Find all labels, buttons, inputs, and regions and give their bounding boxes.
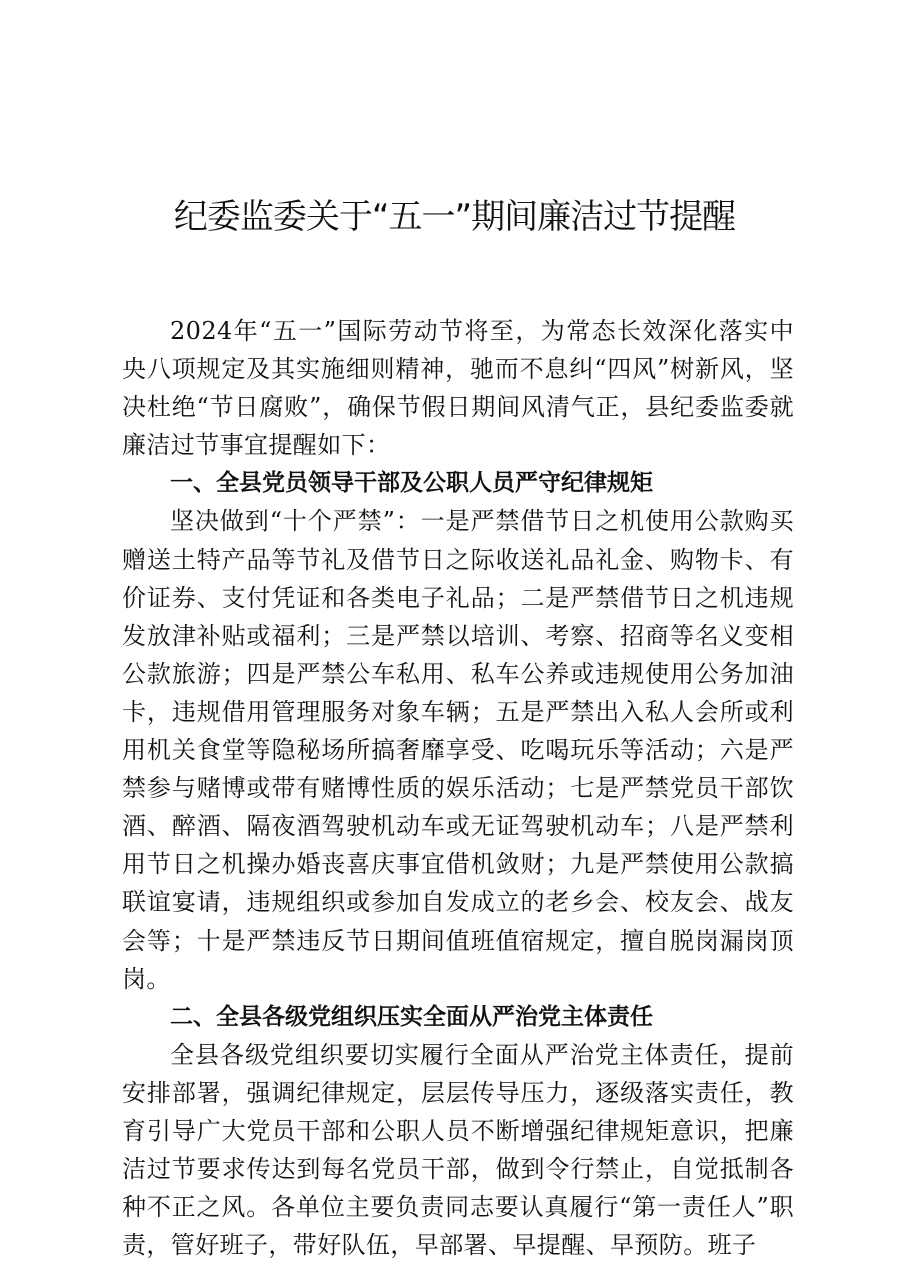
section-body-2: 全县各级党组织要切实履行全面从严治党主体责任，提前安排部署，强调纪律规定，层层传导压力，逐级落实责任，教育引导广大党员干部和公职人员不断增强纪律规矩意识，把廉洁过节要求传达到每名党员干部，做到令行禁止，自觉抵制各种不正之风。各单位主要负责同志要认真履行“第一责任人”职责，管好班子，带好队伍，早部署、早提醒、早预防。班子 xyxy=(122,1040,794,1260)
document-body xyxy=(122,312,794,1264)
section-heading-2: 二、全县各级党组织压实全面从严治党主体责任 xyxy=(170,1003,653,1030)
section-heading-1: 一、全县党员领导干部及公职人员严守纪律规矩 xyxy=(170,470,653,497)
section-body-1: 坚决做到“十个严禁”：一是严禁借节日之机使用公款购买赠送土特产品等节礼及借节日之际收送礼品礼金、购物卡、有价证券、支付凭证和各类电子礼品；二是严禁借节日之机违规发放津补贴或福利；三是严禁以培训、考察、招商等名义变相公款旅游；四是严禁公车私用、私车公养或违规使用公务加油卡，违规借用管理服务对象车辆；五是严禁出入私人会所或利用机关食堂等隐秘场所搞奢靡享受、吃喝玩乐等活动；六是严禁参与赌博或带有赌博性质的娱乐活动；七是严禁党员干部饮酒、醉酒、隔夜酒驾驶机动车或无证驾驶机动车；八是严禁利用节日之机操办婚丧喜庆事宜借机敛财；九是严禁使用公款搞联谊宴请，违规组织或参加自发成立的老乡会、校友会、战友会等；十是严禁违反节日期间值班值宿规定，擅自脱岗漏岗顶岗。 xyxy=(122,507,794,993)
document-title: 纪委监委关于“五一”期间廉洁过节提醒 xyxy=(173,197,736,237)
intro-paragraph: 2024年“五一”国际劳动节将至，为常态长效深化落实中央八项规定及其实施细则精神，驰而不息纠“四风”树新风，坚决杜绝“节日腐败”，确保节假日期间风清气正，县纪委监委就廉洁过节事宜提醒如下： xyxy=(122,317,794,460)
